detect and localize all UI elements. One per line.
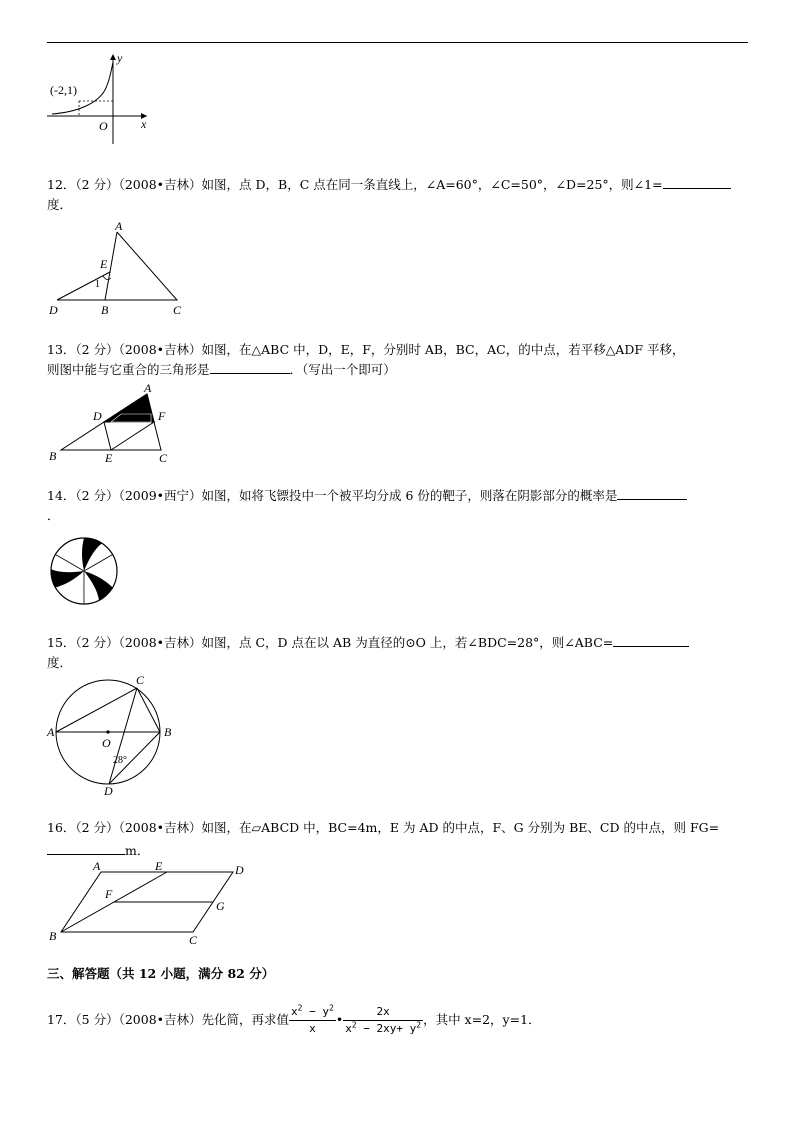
frac2-denominator-a: x (345, 1022, 352, 1035)
fraction-1 (289, 1004, 336, 1037)
label-C: C (159, 451, 168, 465)
question-16-text: 16．（2 分）（2008•吉林）如图，在▱ABCD 中，BC=4m，E 为 AD 的中点，F、G 分别为 BE、CD 的中点，则 FG= (47, 820, 720, 835)
frac2-numerator: 2x (343, 1004, 423, 1021)
frac1-numerator-x: x (291, 1005, 298, 1018)
label-E: E (105, 451, 113, 465)
question-16 (47, 818, 748, 838)
exponent: 2 (297, 1003, 303, 1013)
fraction-2 (343, 1004, 423, 1037)
label-A: A (93, 859, 101, 873)
question-15-tail (47, 653, 748, 673)
label-F: F (105, 887, 113, 901)
question-12 (47, 175, 748, 195)
question-14 (47, 486, 748, 506)
label-A: A (47, 725, 55, 739)
question-13-line2 (47, 360, 748, 380)
figure-dartboard (49, 536, 119, 606)
point-label: (-2,1) (50, 83, 77, 97)
label-F: F (158, 409, 166, 423)
header-rule (47, 42, 748, 43)
question-14-tail (47, 506, 748, 526)
label-E: E (155, 859, 163, 873)
label-C: C (173, 303, 182, 317)
section-heading: 三、解答题（共 12 小题，满分 82 分） (47, 966, 275, 981)
figure-exponential-graph (47, 48, 167, 148)
question-15-unit: 度． (47, 655, 73, 670)
question-13-text-b: 则图中能与它重合的三角形是 (47, 362, 210, 377)
y-axis-label: y (117, 51, 123, 65)
answer-blank[interactable] (210, 361, 290, 374)
frac2-denominator-b: − 2xy+ y (356, 1022, 417, 1035)
answer-blank[interactable] (617, 487, 687, 500)
question-16-line2 (47, 841, 748, 861)
label-B: B (164, 725, 172, 739)
label-B: B (49, 929, 57, 943)
label-angle-1: 1 (95, 279, 100, 290)
exponent: 2 (328, 1003, 334, 1013)
figure-q15-circle (47, 672, 187, 798)
exponent: 2 (351, 1020, 357, 1030)
x-axis-label: x (141, 117, 147, 131)
label-D: D (49, 303, 58, 317)
question-12-text: 12．（2 分）（2008•吉林）如图，点 D，B，C 点在同一条直线上，∠A=60°，∠C=50°，∠D=25°，则∠1= (47, 177, 663, 192)
multiply-dot: • (335, 1012, 344, 1027)
figure-q16-parallelogram (47, 860, 257, 946)
question-14-text: 14．（2 分）（2009•西宁）如图，如将飞镖投中一个被平均分成 6 份的靶子，则落在阴影部分的概率是 (47, 488, 618, 503)
label-O: O (102, 736, 111, 750)
label-D: D (235, 863, 244, 877)
label-E: E (100, 257, 108, 271)
question-13 (47, 340, 748, 360)
answer-blank[interactable] (663, 176, 731, 189)
origin-label: O (99, 119, 108, 133)
frac1-denominator: x (309, 1022, 316, 1035)
question-15 (47, 633, 748, 653)
question-16-unit: m． (125, 843, 150, 858)
angle-label: 28° (113, 755, 127, 766)
question-13-text: 13．（2 分）（2008•吉林）如图，在△ABC 中，D，E，F，分别时 AB，BC，AC，的中点，若平移△ADF 平移， (47, 342, 685, 357)
question-17-suffix: ，其中 x=2，y=1． (423, 1012, 541, 1027)
label-C: C (136, 673, 145, 687)
label-C: C (189, 933, 198, 947)
question-14-end: ． (47, 508, 60, 523)
frac1-numerator-y: − y (302, 1005, 329, 1018)
figure-q13-triangle (47, 382, 187, 468)
label-D: D (93, 409, 102, 423)
label-D: D (104, 784, 113, 798)
answer-blank[interactable] (613, 634, 689, 647)
answer-blank[interactable] (47, 842, 125, 855)
question-12-tail (47, 195, 748, 215)
question-17 (47, 1000, 748, 1040)
label-A: A (144, 381, 152, 395)
question-15-text: 15．（2 分）（2008•吉林）如图，点 C，D 点在以 AB 为直径的⊙O 上，若∠BDC=28°，则∠ABC= (47, 635, 614, 650)
label-B: B (49, 449, 57, 463)
exponent: 2 (416, 1020, 422, 1030)
question-17-text: 17．（5 分）（2008•吉林）先化简，再求值 (47, 1012, 290, 1027)
label-A: A (115, 219, 123, 233)
question-13-text-c: ．（写出一个即可） (289, 362, 396, 377)
label-B: B (101, 303, 109, 317)
label-G: G (216, 899, 225, 913)
figure-q12-triangle (47, 218, 197, 318)
question-12-unit: 度． (47, 197, 73, 212)
